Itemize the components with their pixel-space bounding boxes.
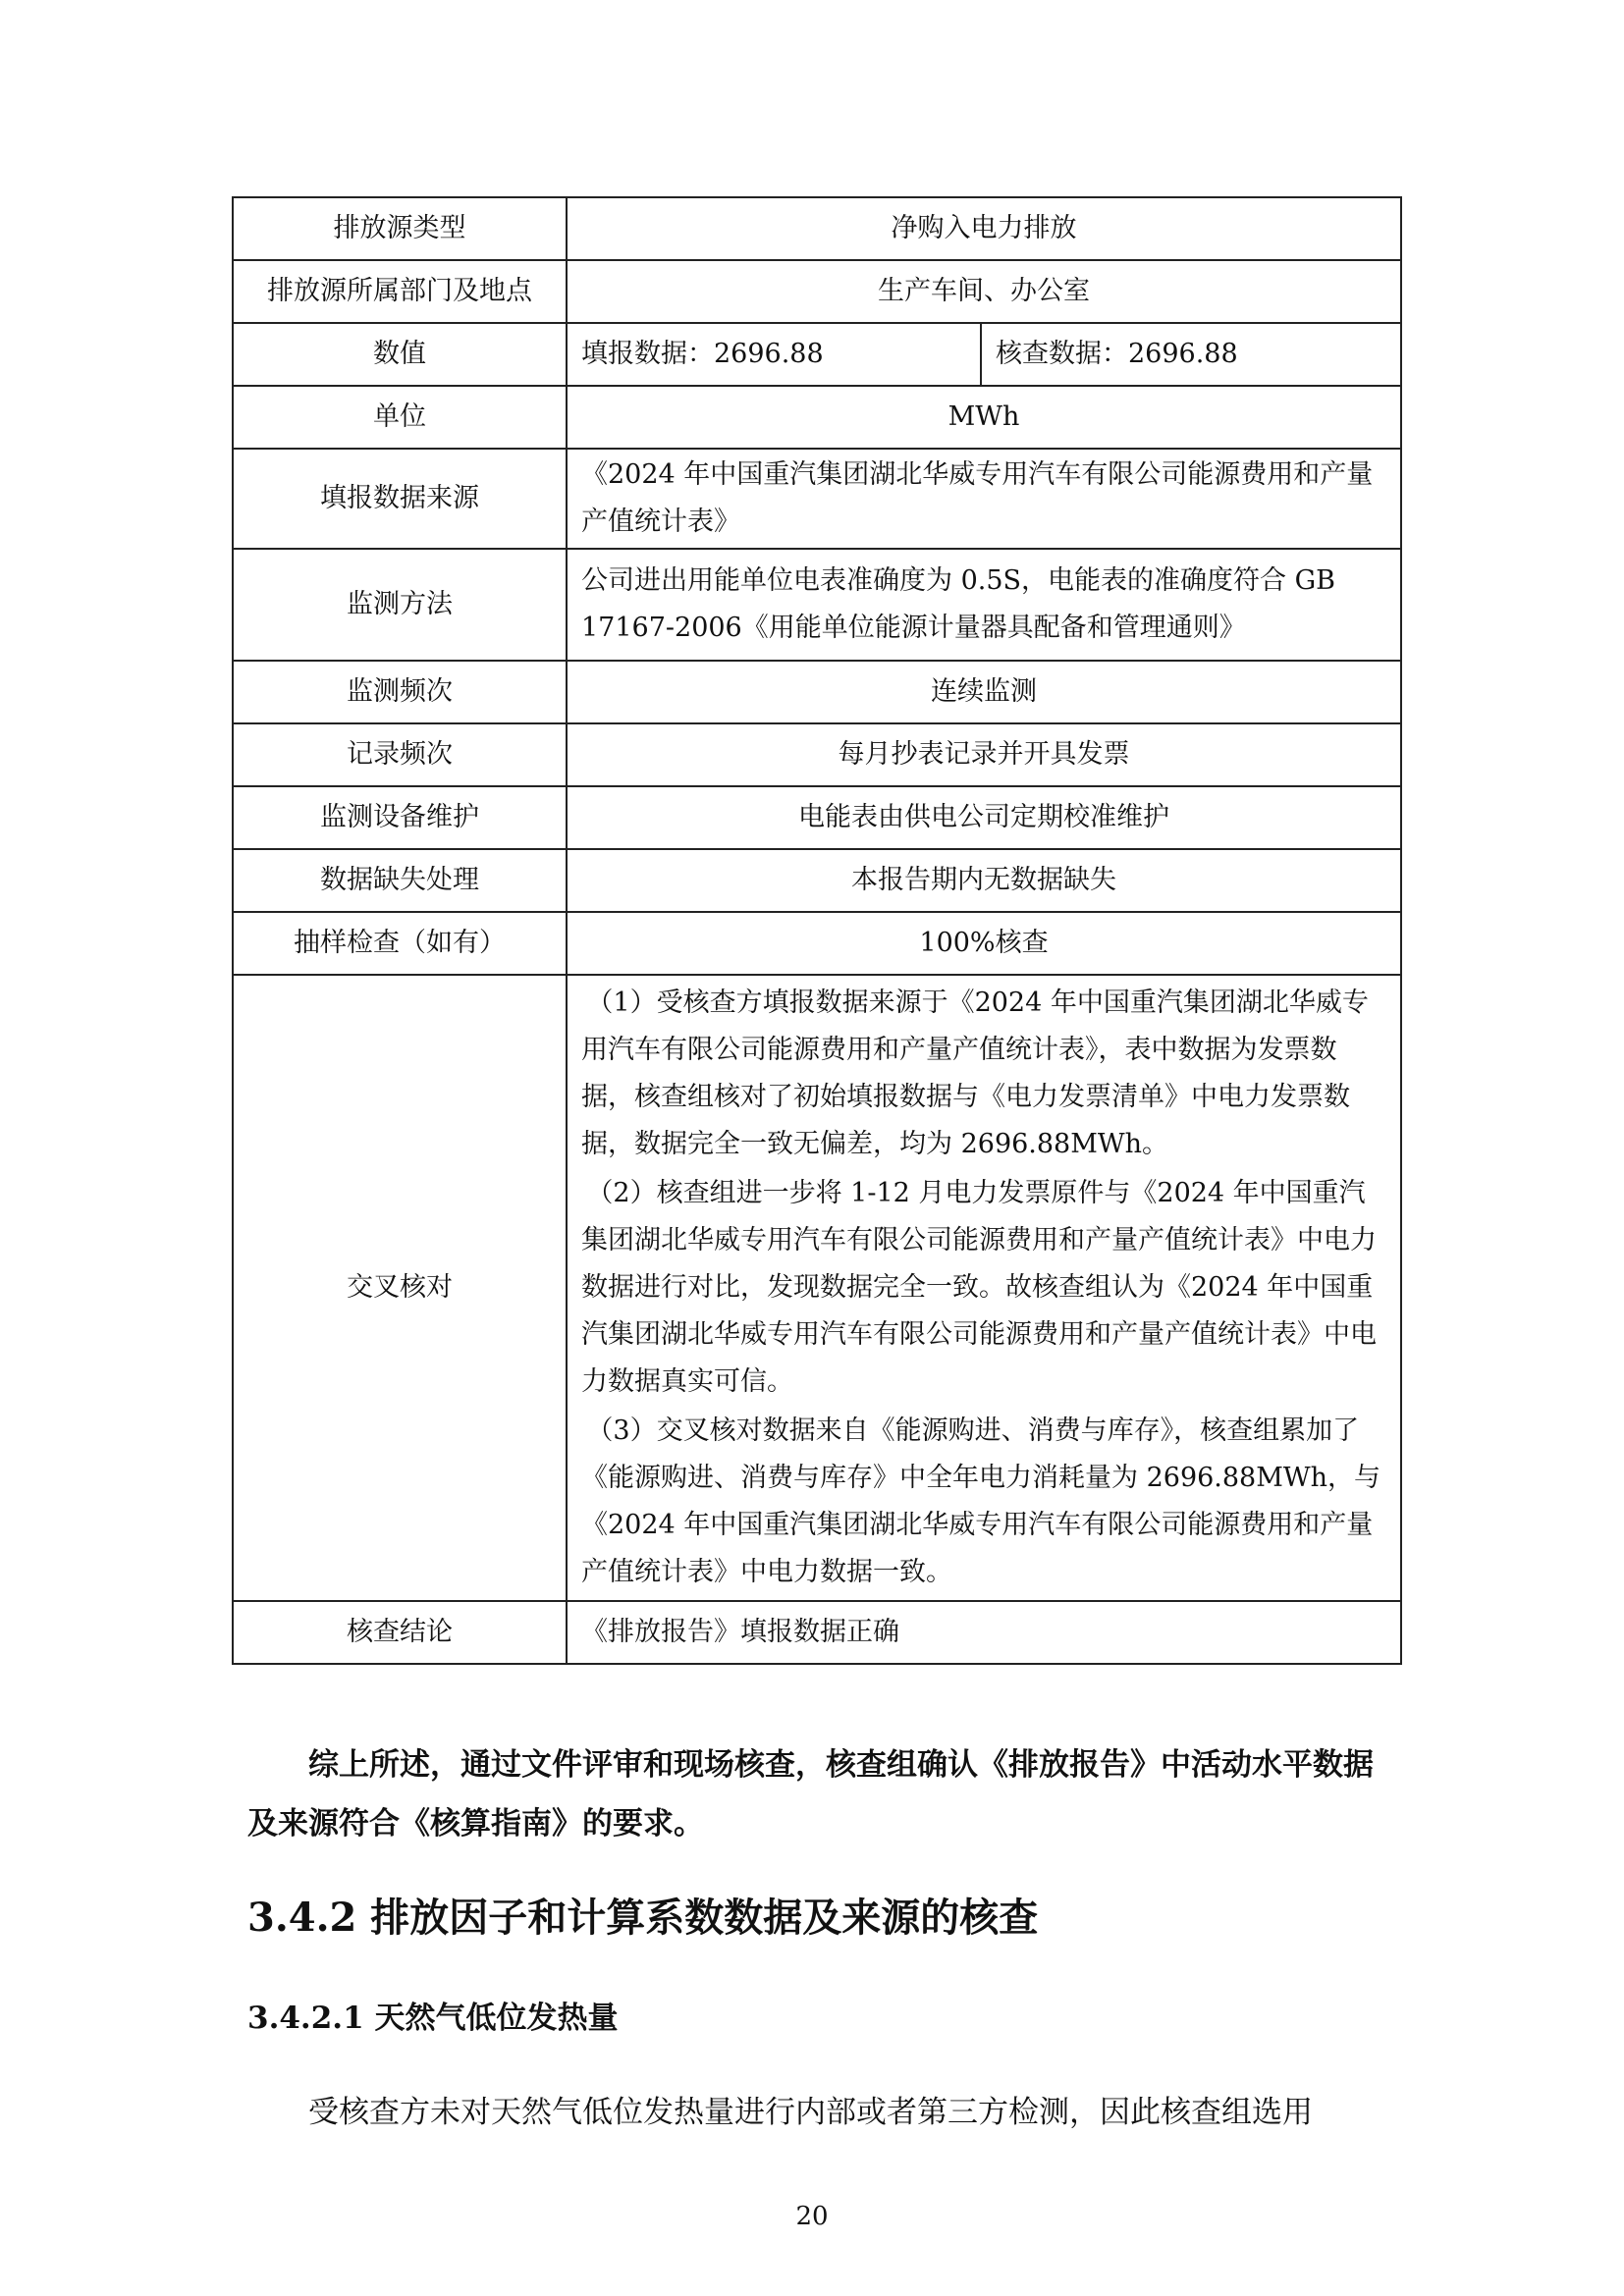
table-row <box>233 1601 1401 1664</box>
row-label: 交叉核对 <box>233 975 567 1601</box>
row-label: 抽样检查（如有） <box>233 912 567 975</box>
row-value: 本报告期内无数据缺失 <box>567 849 1401 912</box>
table-row <box>233 786 1401 849</box>
table-row <box>233 661 1401 723</box>
table-row <box>233 197 1401 260</box>
table-row <box>233 386 1401 449</box>
page-number: 20 <box>795 2202 829 2231</box>
row-label: 填报数据来源 <box>233 449 567 549</box>
row-value: 100%核查 <box>567 912 1401 975</box>
verification-table <box>232 196 1402 1665</box>
table-row <box>233 549 1401 661</box>
cross-check-paragraph: （1）受核查方填报数据来源于《2024 年中国重汽集团湖北华威专用汽车有限公司能源费用和产量产值统计表》，表中数据为发票数据，核查组核对了初始填报数据与《电力发票清单》中电力发票数据，数据完全一致无偏差，均为 2696.88MWh。 <box>581 988 1369 1159</box>
row-value: 《2024 年中国重汽集团湖北华威专用汽车有限公司能源费用和产量产值统计表》 <box>567 449 1401 549</box>
row-value: 每月抄表记录并开具发票 <box>567 723 1401 786</box>
row-value: 公司进出用能单位电表准确度为 0.5S，电能表的准确度符合 GB 17167-2006《用能单位能源计量器具配备和管理通则》 <box>567 549 1401 661</box>
row-label: 记录频次 <box>233 723 567 786</box>
row-value: 《排放报告》填报数据正确 <box>567 1601 1401 1664</box>
subsection-heading: 3.4.2.1 天然气低位发热量 <box>247 2001 619 2036</box>
row-label: 监测设备维护 <box>233 786 567 849</box>
row-label: 核查结论 <box>233 1601 567 1664</box>
row-label: 单位 <box>233 386 567 449</box>
row-label: 排放源类型 <box>233 197 567 260</box>
row-value: 连续监测 <box>567 661 1401 723</box>
table-row <box>233 975 1401 1601</box>
section-heading: 3.4.2 排放因子和计算系数数据及来源的核查 <box>247 1895 1039 1941</box>
cross-check-cell <box>567 975 1401 1601</box>
table-row <box>233 723 1401 786</box>
row-value: MWh <box>567 386 1401 449</box>
reported-value: 填报数据：2696.88 <box>567 323 981 386</box>
row-value: 电能表由供电公司定期校准维护 <box>567 786 1401 849</box>
row-label: 监测频次 <box>233 661 567 723</box>
table-row <box>233 912 1401 975</box>
row-label: 排放源所属部门及地点 <box>233 260 567 323</box>
table-row <box>233 449 1401 549</box>
row-value: 生产车间、办公室 <box>567 260 1401 323</box>
row-label: 数值 <box>233 323 567 386</box>
row-label: 监测方法 <box>233 549 567 661</box>
summary-paragraph: 综上所述，通过文件评审和现场核查，核查组确认《排放报告》中活动水平数据及来源符合《核算指南》的要求。 <box>247 1747 1374 1842</box>
verified-value: 核查数据：2696.88 <box>981 323 1401 386</box>
row-label: 数据缺失处理 <box>233 849 567 912</box>
cross-check-paragraph: （2）核查组进一步将 1-12 月电力发票原件与《2024 年中国重汽集团湖北华威专用汽车有限公司能源费用和产量产值统计表》中电力数据进行对比，发现数据完全一致。故核查组认为《2024 年中国重汽集团湖北华威专用汽车有限公司能源费用和产量产值统计表》中电力数据真实可信。 <box>581 1178 1377 1397</box>
cross-check-paragraph: （3）交叉核对数据来自《能源购进、消费与库存》，核查组累加了《能源购进、消费与库存》中全年电力消耗量为 2696.88MWh，与《2024 年中国重汽集团湖北华威专用汽车有限公司能源费用和产量产值统计表》中电力数据一致。 <box>581 1415 1381 1587</box>
table-row <box>233 849 1401 912</box>
body-paragraph: 受核查方未对天然气低位发热量进行内部或者第三方检测，因此核查组选用 <box>308 2095 1313 2130</box>
row-value: 净购入电力排放 <box>567 197 1401 260</box>
table-row <box>233 260 1401 323</box>
table-row <box>233 323 1401 386</box>
